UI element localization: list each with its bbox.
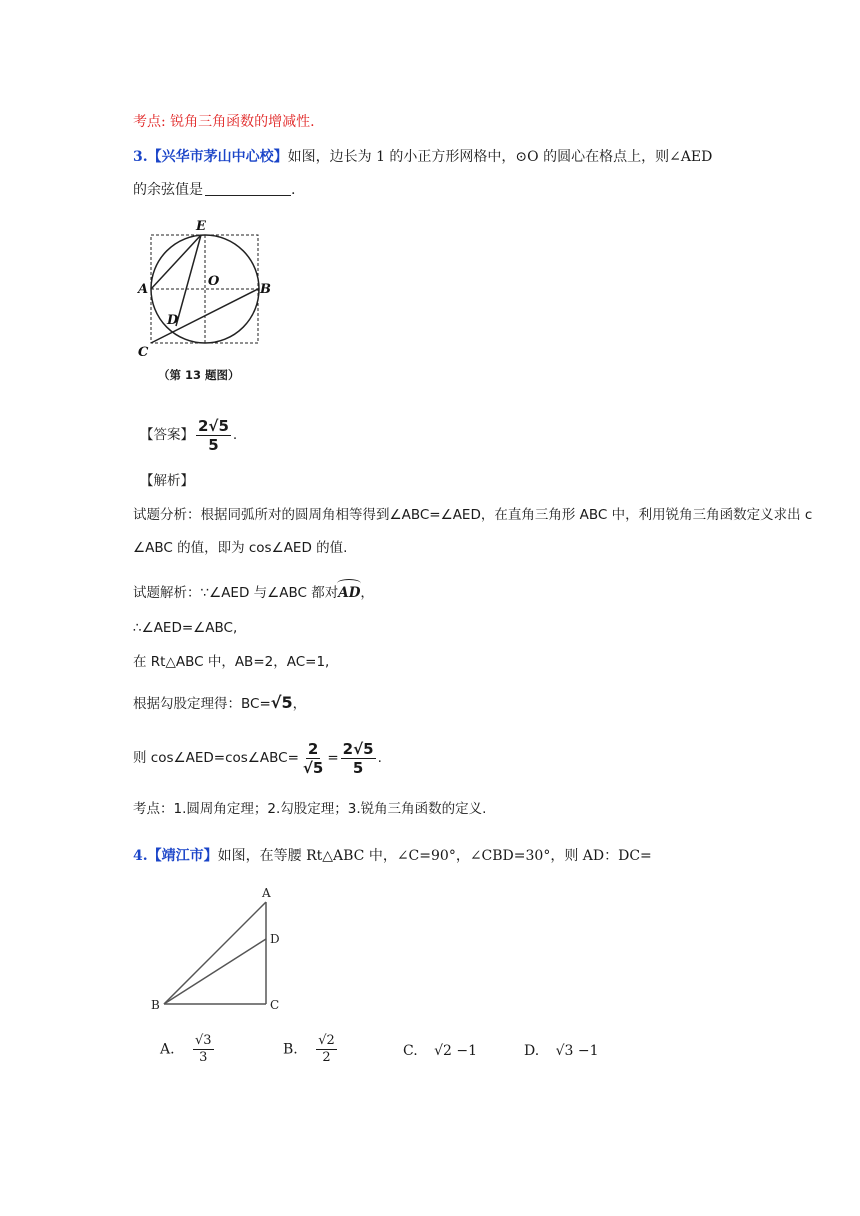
question-4-number: 4.	[133, 848, 148, 864]
question-3-line-2	[133, 180, 295, 200]
option-d-expression: √3 −1	[555, 1043, 599, 1059]
question-4-line	[133, 846, 652, 866]
kaodian-q2: 考点: 锐角三角函数的增减性.	[133, 114, 315, 130]
analysis-line-1: 试题分析：根据同弧所对的圆周角相等得到∠ABC=∠AED，在直角三角形 ABC 中，利用锐角三角函数定义求出 c	[133, 507, 813, 523]
option-c-expression: √2 −1	[434, 1043, 478, 1059]
fraction-2-numerator: 2√5	[342, 739, 374, 758]
label-c-q4: C	[270, 998, 280, 1012]
analysis-line-2: ∠ABC 的值，即为 cos∠AED 的值.	[133, 540, 348, 556]
option-a-fraction	[193, 1033, 214, 1066]
solution-1-end: ，	[360, 585, 374, 601]
option-b[interactable]	[283, 1033, 339, 1066]
solution-5-end: .	[377, 750, 382, 766]
option-a[interactable]	[160, 1033, 216, 1066]
answer-end: .	[232, 427, 238, 443]
solution-line-2: ∴∠AED=∠ABC,	[133, 620, 238, 636]
label-o: O	[208, 274, 220, 289]
question-3-text-2: 的余弦值是	[133, 182, 203, 198]
segment-ba	[164, 902, 266, 1004]
option-a-numerator: √3	[195, 1033, 212, 1048]
solution-1-text: 试题解析：∵∠AED 与∠ABC 都对	[133, 585, 339, 601]
fraction-1-numerator: 2	[307, 739, 319, 758]
option-d-label: D.	[524, 1043, 540, 1059]
question-4-source: 【靖江市】	[147, 848, 218, 864]
solution-line-5	[133, 734, 382, 782]
option-a-denominator: 3	[199, 1050, 208, 1065]
question-3-number: 3.	[133, 149, 148, 165]
analysis-label: 【解析】	[140, 473, 194, 489]
answer-line	[140, 411, 237, 459]
option-d[interactable]	[524, 1042, 599, 1060]
question-3-text: 如图，边长为 1 的小正方形网格中，⊙O 的圆心在格点上，则∠AED	[287, 149, 713, 165]
option-b-label: B.	[283, 1041, 298, 1058]
answer-label: 【答案】	[140, 427, 194, 443]
option-c-label: C.	[403, 1043, 418, 1059]
solution-5-fraction-1	[301, 740, 325, 777]
solution-5-equals: =	[327, 750, 339, 766]
label-e: E	[196, 219, 206, 234]
triangle-figure	[145, 882, 290, 1017]
label-b-q4: B	[151, 998, 160, 1012]
figure-caption: （第 13 题图）	[158, 368, 240, 382]
solution-4-text: 根据勾股定理得：BC=	[133, 696, 271, 712]
solution-5-fraction-2	[341, 740, 376, 777]
answer-numerator: 2√5	[198, 416, 229, 435]
solution-line-3: 在 Rt△ABC 中，AB=2，AC=1,	[133, 654, 330, 670]
fraction-2-denominator: 5	[352, 758, 364, 777]
option-b-numerator: √2	[318, 1033, 335, 1048]
option-b-denominator: 2	[322, 1050, 331, 1065]
circle-figure	[130, 212, 280, 362]
answer-blank	[205, 181, 291, 196]
label-d-q4: D	[270, 932, 280, 946]
answer-fraction	[196, 417, 231, 454]
label-b: B	[260, 282, 271, 297]
option-c[interactable]	[403, 1042, 477, 1060]
kaodian-q3: 考点：1.圆周角定理；2.勾股定理；3.锐角三角函数的定义.	[133, 801, 487, 817]
arc-ad: AD	[338, 580, 360, 603]
solution-5-text: 则 cos∠AED=cos∠ABC=	[133, 750, 299, 766]
segment-bd	[164, 939, 266, 1004]
question-4-text: 如图，在等腰 Rt△ABC 中，∠C=90°，∠CBD=30°，则 AD：DC=	[217, 848, 652, 864]
question-3-source: 【兴华市茅山中心校】	[147, 149, 288, 165]
question-3-text-2-end: .	[291, 182, 296, 198]
label-a-q4: A	[262, 886, 271, 900]
solution-4-end: ，	[292, 696, 307, 712]
answer-denominator: 5	[208, 435, 219, 454]
option-a-label: A.	[160, 1041, 175, 1058]
option-b-fraction	[316, 1033, 337, 1066]
solution-4-value: √5	[270, 693, 293, 712]
label-a: A	[138, 282, 149, 297]
solution-line-4	[133, 693, 306, 714]
label-d: D	[167, 313, 179, 328]
label-c: C	[138, 345, 149, 360]
solution-line-1	[133, 580, 374, 603]
fraction-1-denominator: √5	[302, 758, 324, 777]
question-3-line-1	[133, 147, 712, 167]
